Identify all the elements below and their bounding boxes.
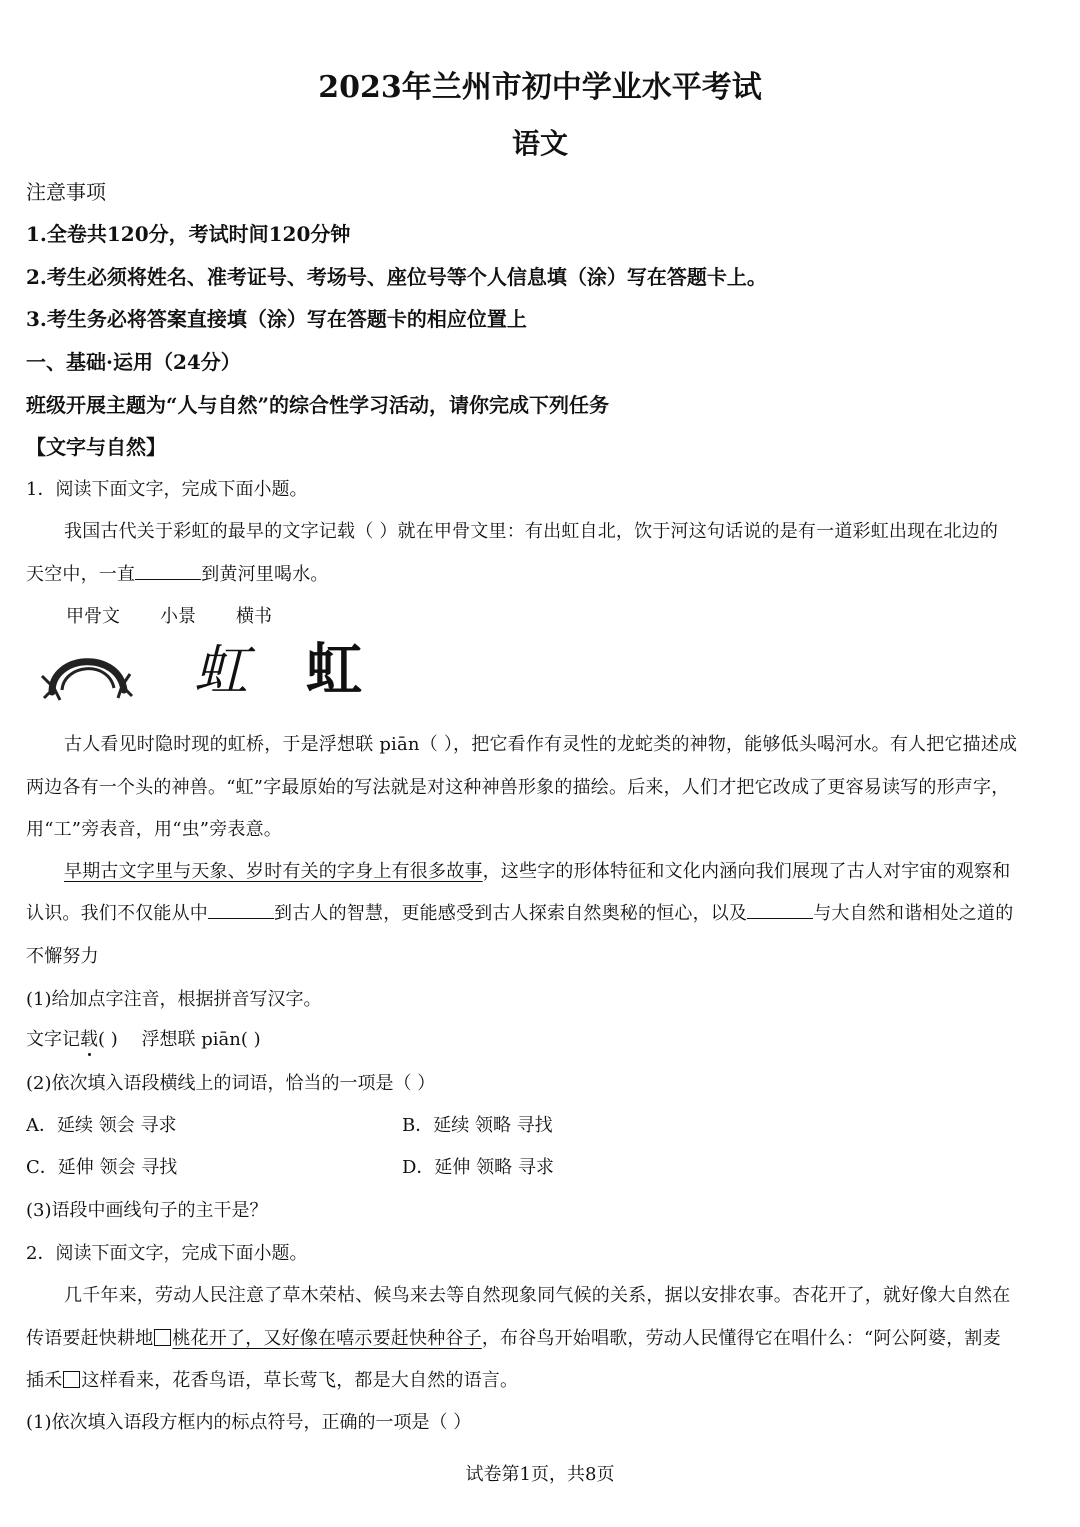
notice-item-3: 3.考生务必将答案直接填（涂）写在答题卡的相应位置上: [26, 307, 527, 331]
page-footer: 试卷第1页，共8页: [465, 1464, 615, 1485]
sub1-a-post: ( ): [98, 1029, 118, 1050]
label-clerical: 横书: [236, 606, 272, 627]
label-oracle: 甲骨文: [66, 606, 120, 627]
q2-line2b: ，布谷鸟开始唱歌，劳动人民懂得它在唱什么：“阿公阿婆，割麦: [481, 1328, 1001, 1349]
option-d: D．延伸 领略 寻求: [402, 1157, 554, 1178]
dotted-char: 载: [80, 1029, 98, 1050]
seal-script-rainbow-glyph: 虹: [194, 639, 248, 702]
sub1-b: 浮想联 piān( ): [141, 1029, 261, 1050]
clerical-script-rainbow-glyph: 虹: [306, 638, 362, 703]
q1-p3-line2: [26, 899, 1013, 925]
q1-p1-line2: [26, 560, 329, 586]
q1-p3-line2c: 与大自然和谐相处之道的: [813, 903, 1014, 924]
q2-prompt: 2．阅读下面文字，完成下面小题。: [26, 1243, 308, 1264]
label-small-seal: 小景: [160, 606, 196, 627]
q1-sub3: (3)语段中画线句子的主干是？: [26, 1200, 268, 1221]
q1-p1-line2b: 到黄河里喝水。: [201, 564, 329, 585]
q2-line3b: 这样看来，花香鸟语，草长莺飞，都是大自然的语言。: [81, 1370, 519, 1391]
q1-p3-line1: [64, 857, 1010, 883]
punctuation-box-1: [154, 1329, 171, 1346]
q1-p2-line3: 用“工”旁表音，用“虫”旁表意。: [26, 819, 283, 840]
notice-heading: 注意事项: [26, 180, 106, 204]
q2-line2: [26, 1324, 1001, 1350]
q1-p3-line1-rest: ，这些字的形体特征和文化内涵向我们展现了古人对宇宙的观察和: [482, 861, 1011, 882]
q1-p3-line2a: 认识。我们不仅能从中: [26, 903, 208, 924]
fill-blank-2: [208, 902, 274, 919]
option-c: C．延伸 领会 寻找: [26, 1157, 178, 1178]
section-intro: 班级开展主题为“人与自然”的综合性学习活动，请你完成下列任务: [26, 393, 610, 417]
q1-sub1: (1)给加点字注音，根据拼音写汉字。: [26, 989, 322, 1010]
sub1-a-pre: 文字记: [26, 1029, 80, 1050]
fill-blank-1: [135, 563, 201, 580]
subject-title: 语文: [511, 127, 568, 160]
q2-line3a: 插禾: [26, 1370, 63, 1391]
q1-p1-line1: 我国古代关于彩虹的最早的文字记载（ ）就在甲骨文里：有出虹自北，饮于河这句话说的是有一道彩虹出现在北边的: [64, 521, 999, 542]
q2-line2a: 传语要赶快耕地: [26, 1328, 154, 1349]
option-a: A．延续 领会 寻求: [26, 1115, 177, 1136]
q1-p1-line2a: 天空中，一直: [26, 564, 136, 585]
exam-title: 2023年兰州市初中学业水平考试: [318, 70, 762, 105]
underlined-sentence: 早期古文字里与天象、岁时有关的字身上有很多故事: [64, 861, 483, 882]
sub-heading: 【文字与自然】: [26, 435, 166, 459]
q2-line3: [26, 1366, 518, 1392]
fill-blank-3: [747, 902, 813, 919]
q1-sub1-items: [26, 1025, 261, 1051]
option-b: B．延续 领略 寻找: [402, 1115, 553, 1136]
notice-item-1: 1.全卷共120分，考试时间120分钟: [26, 222, 351, 246]
oracle-bone-rainbow-glyph: [38, 640, 134, 702]
notice-item-2: 2.考生必须将姓名、准考证号、考场号、座位号等个人信息填（涂）写在答题卡上。: [26, 265, 767, 289]
q2-line1: 几千年来，劳动人民注意了草木荣枯、候鸟来去等自然现象同气候的关系，据以安排农事。杏花开了，就好像大自然在: [64, 1285, 1011, 1306]
q1-prompt: 1．阅读下面文字，完成下面小题。: [26, 479, 308, 500]
q1-p3-line3: 不懈努力: [26, 946, 99, 967]
q1-p2-line2: 两边各有一个头的神兽。“虹”字最原始的写法就是对这种神兽形象的描绘。后来，人们才把它改成了更容易读写的形声字，: [26, 777, 1010, 798]
q1-sub2: (2)依次填入语段横线上的词语，恰当的一项是（ ）: [26, 1073, 436, 1094]
section-heading: 一、基础·运用（24分）: [26, 350, 241, 374]
q1-p3-line2b: 到古人的智慧，更能感受到古人探索自然奥秘的恒心，以及: [274, 903, 748, 924]
q2-underlined-sentence: 桃花开了，又好像在嘻示要赶快种谷子: [172, 1328, 482, 1349]
q1-p2-line1: 古人看见时隐时现的虹桥，于是浮想联 piān（ ），把它看作有灵性的龙蛇类的神物，能够低头喝河水。有人把它描述成: [64, 734, 1018, 755]
q2-sub1: (1)依次填入语段方框内的标点符号，正确的一项是（ ）: [26, 1412, 472, 1433]
punctuation-box-2: [63, 1371, 80, 1388]
